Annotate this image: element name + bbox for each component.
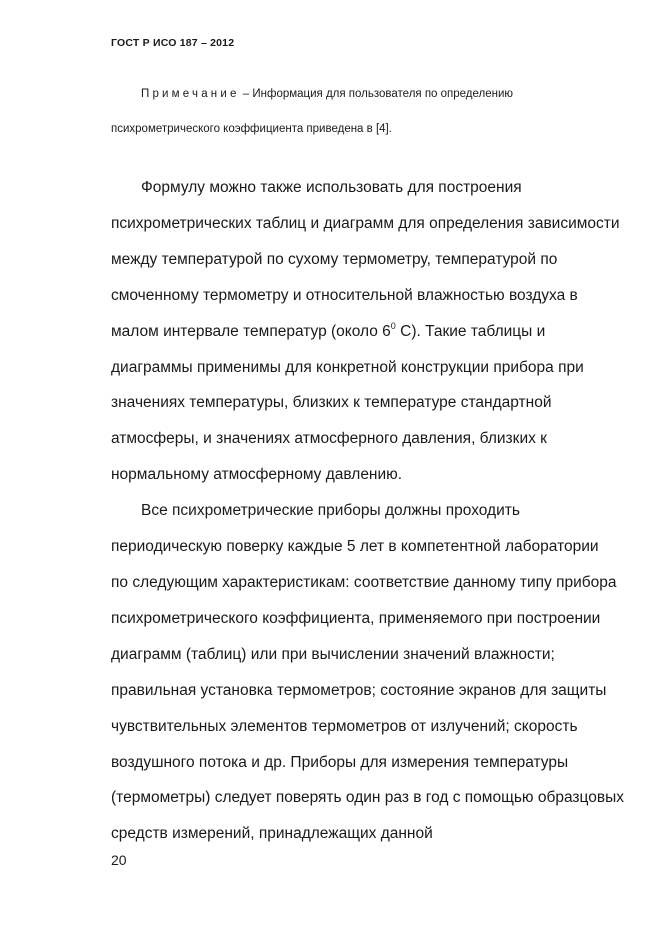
paragraph-line: воздушного потока и др. Приборы для измерения температуры [111, 753, 569, 771]
note-label: Примечание [141, 88, 240, 100]
paragraph-line: атмосферы, и значениях атмосферного давления, близких к [111, 430, 547, 448]
paragraph-line: диаграмм (таблиц) или при вычислении значений влажности; [111, 645, 555, 663]
degree-superscript: 0 [390, 320, 396, 331]
paragraph-line: Формулу можно также использовать для построения [141, 179, 522, 196]
paragraph-line: значениях температуры, близких к температуре стандартной [111, 394, 552, 412]
paragraph-line: нормальному атмосферному давлению. [111, 466, 403, 484]
paragraph-line: чувствительных элементов термометров от излучений; скорость [111, 717, 578, 735]
note-block [111, 77, 641, 147]
note-text-rest: – Информация для пользователя по определению [239, 88, 514, 100]
paragraph-line: периодическую поверку каждые 5 лет в компетентной лаборатории [111, 538, 599, 556]
paragraph-line: смоченному термометру и относительной влажностью воздуха в [111, 286, 578, 304]
note-line-1 [111, 77, 641, 112]
paragraph-line-with-superscript [111, 314, 651, 350]
page-number: 20 [111, 852, 127, 868]
body-text [111, 170, 651, 852]
paragraph-line: Все психрометрические приборы должны проходить [141, 502, 520, 520]
paragraph-line: между температурой по сухому термометру, температурой по [111, 250, 558, 268]
note-line-2: психрометрического коэффициента приведена в [4]. [111, 123, 392, 135]
paragraph-line: правильная установка термометров; состояние экранов для защиты [111, 681, 607, 699]
paragraph-line: психрометрического коэффициента, применяемого при построении [111, 609, 601, 627]
paragraph-line: психрометрических таблиц и диаграмм для определения зависимости [111, 214, 620, 232]
temperature-text-rest: С). Такие таблицы и [395, 322, 546, 340]
paragraph-line: средств измерений, принадлежащих данной [111, 825, 433, 843]
paragraph-line: (термометры) следует поверять один раз в год с помощью образцовых [111, 789, 624, 807]
document-header: ГОСТ Р ИСО 187 – 2012 [111, 37, 235, 49]
paragraph-line: по следующим характеристикам: соответствие данному типу прибора [111, 573, 617, 591]
paragraph-line: диаграммы применимы для конкретной конструкции прибора при [111, 358, 584, 376]
temperature-text: малом интервале температур (около 6 [111, 322, 391, 340]
